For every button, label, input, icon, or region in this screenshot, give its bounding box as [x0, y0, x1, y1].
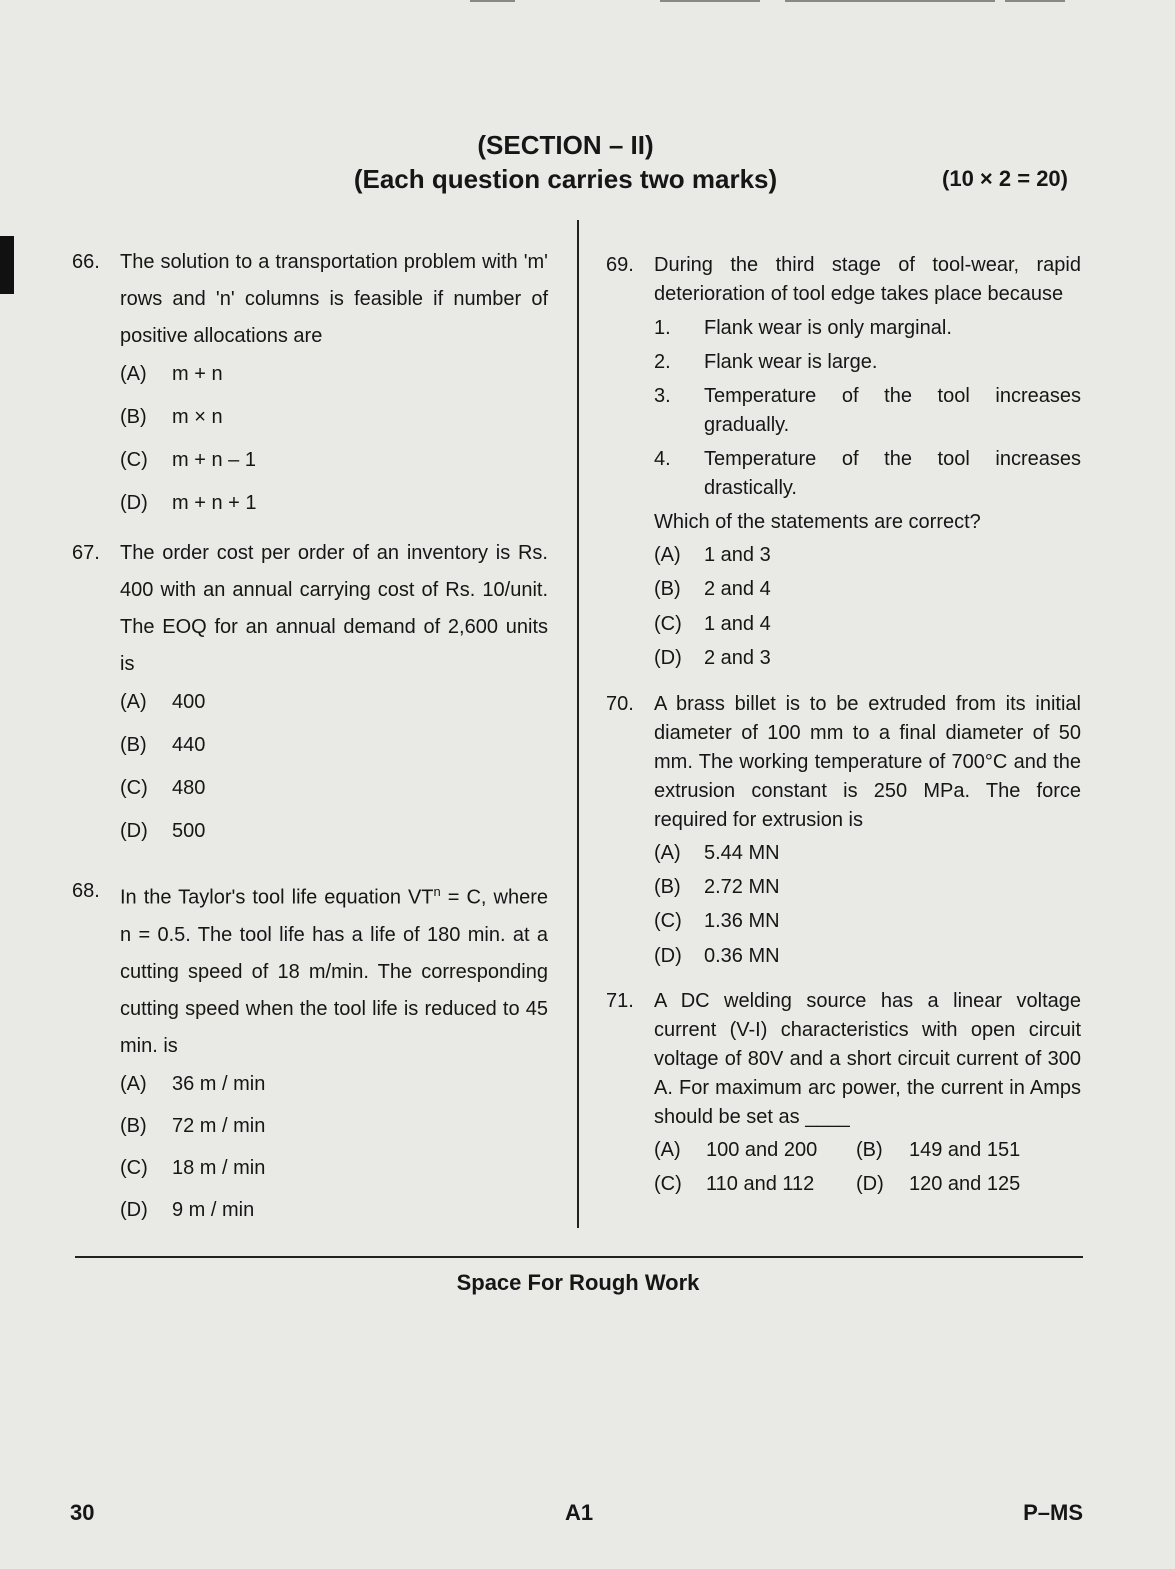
option-d[interactable]: (D) 9 m / min: [120, 1198, 255, 1221]
option-c[interactable]: (C) 1.36 MN: [654, 910, 780, 933]
question-66: [72, 244, 548, 355]
question-text: During the third stage of tool-wear, rapid deterioration of tool edge takes place because: [654, 254, 1081, 305]
section-subtitle: (Each question carries two marks): [353, 164, 778, 194]
question-text: In the Taylor's tool life equation $VT^n = C$, where n = 0.5. The tool life has a life of 180 min. at a cutting speed of 18 m/min. The corresponding cutting speed when the tool life is reduced to 45 min. is: [120, 884, 548, 1057]
question-70: [606, 690, 1081, 835]
option-a[interactable]: (A) 1 and 3: [654, 544, 771, 566]
option-a[interactable]: (A) 5.44 MN: [654, 841, 780, 864]
column-divider: [577, 220, 579, 1228]
statement-3: 3. Temperature of the tool increases gradually.: [654, 385, 1081, 436]
question-text: A brass billet is to be extruded from its initial diameter of 100 mm to a final diameter of 50 mm. The working temperature of 700°C and the extrusion constant is 250 MPa. The force required for extrusion is: [654, 692, 1081, 831]
option-d[interactable]: (D) 500: [120, 820, 206, 842]
option-b[interactable]: (B) m × n: [120, 406, 223, 428]
rough-work-rule: [75, 1256, 1083, 1258]
option-row-ab: [654, 1137, 1081, 1171]
option-d-label[interactable]: (D): [856, 1173, 884, 1196]
right-column: [606, 251, 1081, 1205]
statement-4: 4. Temperature of the tool increases drastically.: [654, 448, 1081, 499]
section-title: (SECTION – II): [477, 130, 654, 160]
option-b[interactable]: (B) 440: [120, 734, 206, 756]
option-b-text[interactable]: 149 and 151: [909, 1139, 1021, 1162]
question-prompt: Which of the statements are correct?: [654, 511, 981, 533]
option-a-label[interactable]: (A): [654, 1139, 681, 1162]
option-d[interactable]: (D) m + n + 1: [120, 492, 257, 514]
question-68: [72, 873, 548, 1065]
option-a[interactable]: (A) m + n: [120, 363, 223, 385]
question-text: A DC welding source has a linear voltage current (V-I) characteristics with open circuit voltage of 80V and a short circuit current of 300 A. For maximum arc power, the current in Amps should be set as ____: [654, 990, 1081, 1129]
question-number: 67.: [72, 542, 100, 564]
question-number: 68.: [72, 880, 100, 902]
option-a[interactable]: (A) 400: [120, 691, 206, 713]
option-b[interactable]: (B) 72 m / min: [120, 1114, 266, 1137]
option-d[interactable]: (D) 0.36 MN: [654, 944, 780, 967]
option-b-label[interactable]: (B): [856, 1139, 883, 1162]
question-number: 71.: [606, 990, 634, 1013]
option-c[interactable]: (C) m + n – 1: [120, 449, 256, 471]
option-b[interactable]: (B) 2 and 4: [654, 578, 771, 601]
option-d[interactable]: (D) 2 and 3: [654, 647, 771, 670]
option-c[interactable]: (C) 1 and 4: [654, 612, 771, 635]
rough-work-label: Space For Rough Work: [456, 1270, 700, 1295]
paper-code: P–MS: [1023, 1500, 1083, 1525]
question-text: The solution to a transportation problem with 'm' rows and 'n' columns is feasible if number of positive allocations are: [120, 251, 548, 347]
option-b[interactable]: (B) 2.72 MN: [654, 875, 780, 898]
question-text: The order cost per order of an inventory is Rs. 400 with an annual carrying cost of Rs. 10/unit. The EOQ for an annual demand of 2,600 units is: [120, 542, 548, 675]
edge-marker: [0, 236, 14, 294]
question-69: [606, 251, 1081, 309]
statement-2: 2. Flank wear is large.: [654, 351, 878, 373]
option-c-text[interactable]: 110 and 112: [706, 1173, 815, 1196]
option-c-label[interactable]: (C): [654, 1173, 682, 1196]
option-row-cd: [654, 1171, 1081, 1205]
option-c[interactable]: (C) 480: [120, 777, 206, 799]
option-c[interactable]: (C) 18 m / min: [120, 1156, 266, 1179]
option-d-text[interactable]: 120 and 125: [909, 1173, 1021, 1196]
top-edge-lines: [0, 0, 1175, 4]
question-number: 70.: [606, 692, 634, 715]
left-column: [72, 244, 548, 1239]
question-number: 66.: [72, 251, 100, 273]
statement-1: 1. Flank wear is only marginal.: [654, 317, 952, 339]
question-number: 69.: [606, 254, 634, 276]
option-a-text[interactable]: 100 and 200: [706, 1139, 818, 1162]
question-71: [606, 987, 1081, 1132]
section-marks: (10 × 2 = 20): [942, 166, 1068, 191]
question-67: [72, 535, 548, 683]
booklet-code: A1: [565, 1500, 594, 1525]
option-a[interactable]: (A) 36 m / min: [120, 1072, 266, 1095]
page-number: 30: [70, 1500, 95, 1525]
